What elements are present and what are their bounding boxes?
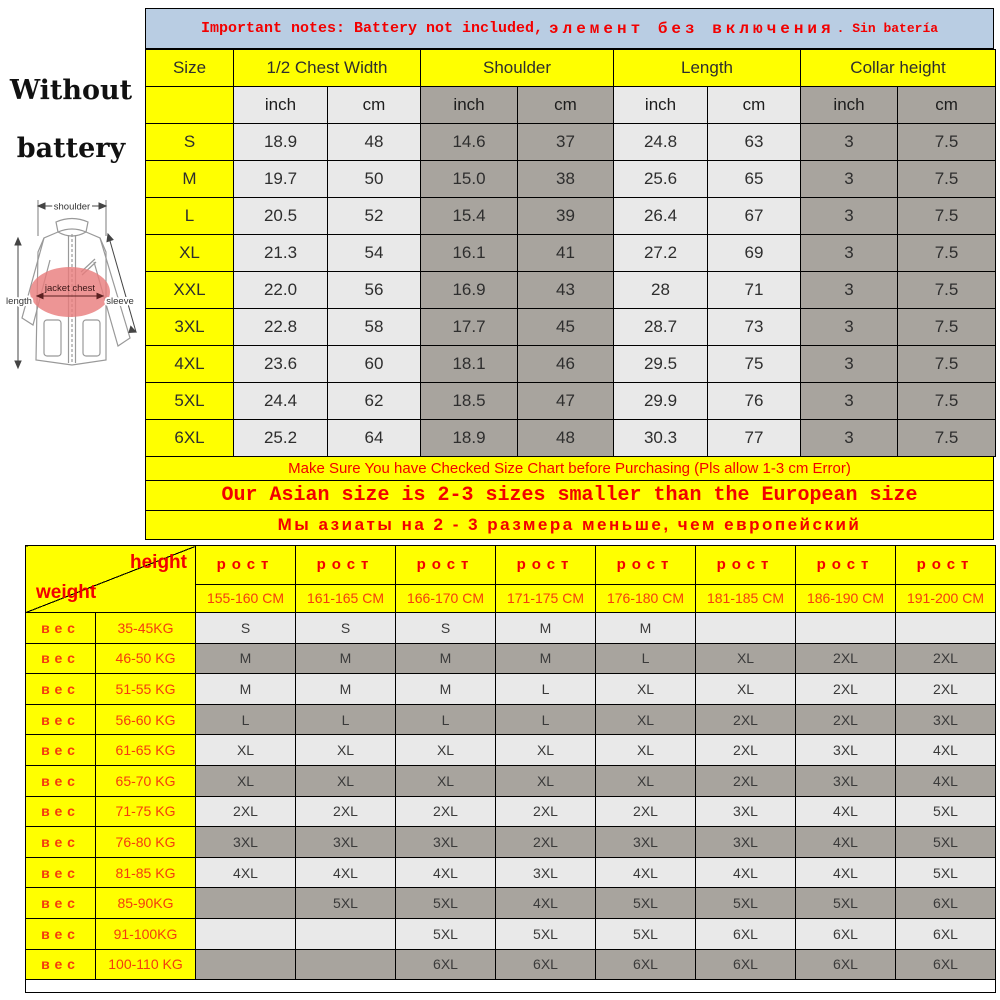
recommended-size-cell: M [196,643,296,674]
unit-header-cm: cm [898,87,996,124]
measurement-cell: 71 [708,272,801,309]
ves-label: вес [26,888,96,919]
measurement-cell: 47 [518,383,614,420]
corner-cell [26,546,196,613]
measurement-cell: 16.1 [421,235,518,272]
recommended-size-cell: 6XL [496,949,596,980]
size-row-label: XXL [146,272,234,309]
size-table-body [146,124,996,457]
measurement-cell: 3 [801,383,898,420]
recommended-size-cell: 2XL [396,796,496,827]
jacket-measurement-diagram [6,192,140,382]
unit-header-cm: cm [328,87,421,124]
recommended-size-cell: L [296,704,396,735]
weight-range-cell: 100-110 KG [96,949,196,980]
size-row-label: 4XL [146,346,234,383]
measurement-cell: 17.7 [421,309,518,346]
recommended-size-cell: 2XL [196,796,296,827]
weight-table-row [26,765,996,796]
recommended-size-cell: 6XL [896,888,996,919]
size-row-label: L [146,198,234,235]
recommended-size-cell: 4XL [896,765,996,796]
size-table-row [146,383,996,420]
measurement-cell: 7.5 [898,346,996,383]
measurement-cell: 18.5 [421,383,518,420]
recommended-size-cell: 5XL [296,888,396,919]
recommended-size-cell: 6XL [896,918,996,949]
footer-blank-cell [26,980,996,993]
recommended-size-cell: L [496,704,596,735]
measurement-cell: 7.5 [898,235,996,272]
measurement-cell: 48 [518,420,614,457]
unit-header-cm: cm [518,87,614,124]
measurement-cell: 25.6 [614,161,708,198]
measurement-cell: 63 [708,124,801,161]
recommended-size-cell: 2XL [896,643,996,674]
note-asian-size-en: Our Asian size is 2-3 sizes smaller than the European size [145,480,994,511]
ves-label: вес [26,857,96,888]
measurement-cell: 18.1 [421,346,518,383]
col-header-collar: Collar height [801,50,996,87]
measurement-cell: 75 [708,346,801,383]
recommended-size-cell: 5XL [696,888,796,919]
size-table-row [146,346,996,383]
recommended-size-cell: 4XL [196,857,296,888]
height-range-cell: 155-160 CM [196,584,296,612]
measurement-cell: 28.7 [614,309,708,346]
recommended-size-cell: 3XL [696,827,796,858]
recommended-size-cell: 5XL [596,888,696,919]
unit-header-inch: inch [234,87,328,124]
recommended-size-cell: 3XL [296,827,396,858]
weight-table-row [26,918,996,949]
measurement-cell: 23.6 [234,346,328,383]
measurement-cell: 14.6 [421,124,518,161]
measurement-cell: 27.2 [614,235,708,272]
sleeve-label: sleeve [106,296,134,307]
weight-table-row [26,888,996,919]
table-footer-row [26,980,996,993]
measurement-cell: 29.5 [614,346,708,383]
recommended-size-cell: 3XL [496,857,596,888]
ves-label: вес [26,918,96,949]
recommended-size-cell: 2XL [696,735,796,766]
weight-range-cell: 46-50 KG [96,643,196,674]
recommended-size-cell: 5XL [396,918,496,949]
measurement-cell: 22.8 [234,309,328,346]
recommended-size-cell: 2XL [796,704,896,735]
chest-label: jacket chest [44,283,96,294]
recommended-size-cell: 5XL [496,918,596,949]
recommended-size-cell: M [296,674,396,705]
recommended-size-cell: XL [296,765,396,796]
measurement-cell: 39 [518,198,614,235]
size-measurements-table [145,49,996,457]
height-range-cell: 181-185 CM [696,584,796,612]
note-check-size-chart: Make Sure You have Checked Size Chart before Purchasing (Pls allow 1-3 cm Error) [145,456,994,481]
ves-label: вес [26,613,96,644]
weight-range-cell: 85-90KG [96,888,196,919]
height-range-cell: 191-200 CM [896,584,996,612]
weight-range-cell: 81-85 KG [96,857,196,888]
recommended-size-cell: 2XL [296,796,396,827]
height-range-cell: 186-190 CM [796,584,896,612]
measurement-cell: 19.7 [234,161,328,198]
weight-range-cell: 56-60 KG [96,704,196,735]
group-header-row [146,50,996,87]
measurement-cell: 21.3 [234,235,328,272]
without-battery-label [0,62,142,178]
hw-table-body [26,613,996,993]
measurement-cell: 7.5 [898,198,996,235]
unit-header-inch: inch [801,87,898,124]
measurement-cell: 50 [328,161,421,198]
unit-header-cm: cm [708,87,801,124]
measurement-cell: 54 [328,235,421,272]
recommended-size-cell: L [396,704,496,735]
banner-text-ru: элемент без включения [549,19,835,38]
recommended-size-cell: 2XL [696,765,796,796]
recommended-size-cell: 3XL [896,704,996,735]
ves-label: вес [26,796,96,827]
banner-text-es: . Sin batería [836,21,939,36]
rost-header-cell: рост [596,546,696,585]
measurement-cell: 69 [708,235,801,272]
recommended-size-cell: 6XL [796,949,896,980]
recommended-size-cell: 5XL [396,888,496,919]
ves-label: вес [26,674,96,705]
sleeve-arrow-icon [107,234,136,332]
height-range-cell: 171-175 CM [496,584,596,612]
unit-header-inch: inch [421,87,518,124]
weight-table-row [26,704,996,735]
recommended-size-cell: 2XL [796,643,896,674]
measurement-cell: 38 [518,161,614,198]
recommended-size-cell: XL [596,674,696,705]
measurement-cell: 18.9 [234,124,328,161]
measurement-cell: 15.0 [421,161,518,198]
measurement-cell: 43 [518,272,614,309]
weight-range-cell: 91-100KG [96,918,196,949]
rost-header-cell: рост [196,546,296,585]
recommended-size-cell: 2XL [896,674,996,705]
recommended-size-cell: 6XL [696,949,796,980]
unit-header-inch: inch [614,87,708,124]
note-asian-size-ru: Мы азиаты на 2 - 3 размера меньше, чем европейский [145,510,994,540]
weight-range-cell: 51-55 KG [96,674,196,705]
measurement-cell: 7.5 [898,161,996,198]
measurement-cell: 62 [328,383,421,420]
recommended-size-cell: XL [696,674,796,705]
size-table-row [146,272,996,309]
rost-header-cell: рост [496,546,596,585]
recommended-size-cell: 4XL [796,796,896,827]
recommended-size-cell: 3XL [396,827,496,858]
measurement-cell: 16.9 [421,272,518,309]
size-table-row [146,420,996,457]
recommended-size-cell: 3XL [196,827,296,858]
recommended-size-cell: 2XL [496,827,596,858]
weight-table-row [26,674,996,705]
recommended-size-cell: 2XL [796,674,896,705]
recommended-size-cell: 6XL [396,949,496,980]
recommended-size-cell: 3XL [696,796,796,827]
recommended-size-cell: 5XL [896,827,996,858]
weight-table-row [26,827,996,858]
measurement-cell: 3 [801,420,898,457]
measurement-cell: 20.5 [234,198,328,235]
measurement-cell: 28 [614,272,708,309]
recommended-size-cell: 4XL [596,857,696,888]
recommended-size-cell: 2XL [496,796,596,827]
rost-header-cell: рост [296,546,396,585]
ves-label: вес [26,704,96,735]
recommended-size-cell: XL [596,704,696,735]
recommended-size-cell [796,613,896,644]
measurement-cell: 7.5 [898,420,996,457]
recommended-size-cell [296,918,396,949]
recommended-size-cell: 3XL [596,827,696,858]
recommended-size-cell [196,918,296,949]
recommended-size-cell: M [496,613,596,644]
measurement-cell: 64 [328,420,421,457]
col-header-chest: 1/2 Chest Width [234,50,421,87]
recommended-size-cell: 4XL [496,888,596,919]
measurement-cell: 3 [801,235,898,272]
recommended-size-cell: M [596,613,696,644]
recommended-size-cell: 3XL [796,735,896,766]
measurement-cell: 67 [708,198,801,235]
recommended-size-cell: L [496,674,596,705]
measurement-cell: 3 [801,272,898,309]
recommended-size-cell: M [396,643,496,674]
measurement-cell: 3 [801,198,898,235]
weight-range-cell: 71-75 KG [96,796,196,827]
weight-range-cell: 65-70 KG [96,765,196,796]
measurement-cell: 46 [518,346,614,383]
recommended-size-cell: S [296,613,396,644]
size-row-label: XL [146,235,234,272]
size-table-row [146,124,996,161]
recommended-size-cell [696,613,796,644]
measurement-cell: 48 [328,124,421,161]
recommended-size-cell: M [396,674,496,705]
rost-header-cell: рост [396,546,496,585]
recommended-size-cell: L [196,704,296,735]
weight-range-cell: 35-45KG [96,613,196,644]
recommended-size-cell: XL [196,765,296,796]
recommended-size-cell: 4XL [696,857,796,888]
measurement-cell: 18.9 [421,420,518,457]
measurement-cell: 73 [708,309,801,346]
length-label: length [6,296,32,307]
measurement-cell: 3 [801,346,898,383]
measurement-cell: 24.4 [234,383,328,420]
recommended-size-cell: 4XL [396,857,496,888]
measurement-cell: 60 [328,346,421,383]
measurement-cell: 30.3 [614,420,708,457]
recommended-size-cell: 3XL [796,765,896,796]
recommended-size-cell: 6XL [696,918,796,949]
recommended-size-cell: XL [496,735,596,766]
size-row-label: 5XL [146,383,234,420]
recommended-size-cell: L [596,643,696,674]
weight-table-row [26,796,996,827]
measurement-cell: 45 [518,309,614,346]
col-header-shoulder: Shoulder [421,50,614,87]
weight-table-row [26,613,996,644]
measurement-cell: 7.5 [898,124,996,161]
size-row-label: S [146,124,234,161]
unit-header-row [146,87,996,124]
rost-header-row [26,546,996,585]
important-notes-banner [145,8,994,49]
recommended-size-cell: 6XL [796,918,896,949]
measurement-cell: 26.4 [614,198,708,235]
recommended-size-cell: 4XL [796,857,896,888]
size-row-label: 3XL [146,309,234,346]
measurement-cell: 29.9 [614,383,708,420]
measurement-cell: 77 [708,420,801,457]
recommended-size-cell: 6XL [596,949,696,980]
recommended-size-cell: S [396,613,496,644]
weight-table-row [26,643,996,674]
col-header-size: Size [146,50,234,87]
measurement-cell: 25.2 [234,420,328,457]
measurement-cell: 37 [518,124,614,161]
recommended-size-cell: S [196,613,296,644]
measurement-cell: 15.4 [421,198,518,235]
recommended-size-cell [196,888,296,919]
recommended-size-cell: XL [696,643,796,674]
measurement-cell: 22.0 [234,272,328,309]
size-table-row [146,235,996,272]
recommended-size-cell: 2XL [596,796,696,827]
recommended-size-cell: 4XL [796,827,896,858]
size-table-row [146,198,996,235]
recommended-size-cell: 5XL [596,918,696,949]
recommended-size-cell: M [496,643,596,674]
recommended-size-cell: 5XL [796,888,896,919]
measurement-cell: 7.5 [898,272,996,309]
measurement-cell: 58 [328,309,421,346]
measurement-cell: 3 [801,124,898,161]
recommended-size-cell: XL [596,765,696,796]
without-battery-line2: battery [16,133,126,164]
ves-label: вес [26,735,96,766]
weight-table-row [26,949,996,980]
measurement-cell: 24.8 [614,124,708,161]
rost-header-cell: рост [796,546,896,585]
banner-text-en: Important notes: Battery not included, [200,20,543,37]
recommended-size-cell: XL [296,735,396,766]
measurement-cell: 52 [328,198,421,235]
measurement-cell: 56 [328,272,421,309]
recommended-size-cell: XL [196,735,296,766]
recommended-size-cell: XL [496,765,596,796]
unit-header-blank [146,87,234,124]
height-range-cell: 166-170 CM [396,584,496,612]
recommended-size-cell: 2XL [696,704,796,735]
recommended-size-cell: XL [596,735,696,766]
recommended-size-cell: 4XL [296,857,396,888]
ves-label: вес [26,949,96,980]
measurement-cell: 76 [708,383,801,420]
measurement-cell: 3 [801,309,898,346]
height-range-cell: 176-180 CM [596,584,696,612]
size-table-row [146,161,996,198]
size-table-row [146,309,996,346]
rost-header-cell: рост [696,546,796,585]
height-range-cell: 161-165 CM [296,584,396,612]
recommended-size-cell: M [196,674,296,705]
size-row-label: M [146,161,234,198]
measurement-cell: 7.5 [898,383,996,420]
without-battery-line1: Without [9,75,133,106]
recommended-size-cell: 5XL [896,796,996,827]
weight-range-cell: 76-80 KG [96,827,196,858]
recommended-size-cell [296,949,396,980]
col-header-length: Length [614,50,801,87]
rost-header-cell: рост [896,546,996,585]
recommended-size-cell [896,613,996,644]
recommended-size-cell: 4XL [896,735,996,766]
height-weight-table [25,545,996,993]
recommended-size-cell [196,949,296,980]
weight-range-cell: 61-65 KG [96,735,196,766]
measurement-cell: 7.5 [898,309,996,346]
recommended-size-cell: 5XL [896,857,996,888]
recommended-size-cell: M [296,643,396,674]
recommended-size-cell: XL [396,735,496,766]
weight-table-row [26,857,996,888]
corner-weight-label: weight [36,582,97,603]
ves-label: вес [26,827,96,858]
shoulder-label: shoulder [53,201,91,213]
measurement-cell: 65 [708,161,801,198]
measurement-cell: 41 [518,235,614,272]
corner-height-label: height [130,552,187,573]
measurement-cell: 3 [801,161,898,198]
ves-label: вес [26,643,96,674]
weight-table-row [26,735,996,766]
recommended-size-cell: XL [396,765,496,796]
ves-label: вес [26,765,96,796]
recommended-size-cell: 6XL [896,949,996,980]
size-row-label: 6XL [146,420,234,457]
